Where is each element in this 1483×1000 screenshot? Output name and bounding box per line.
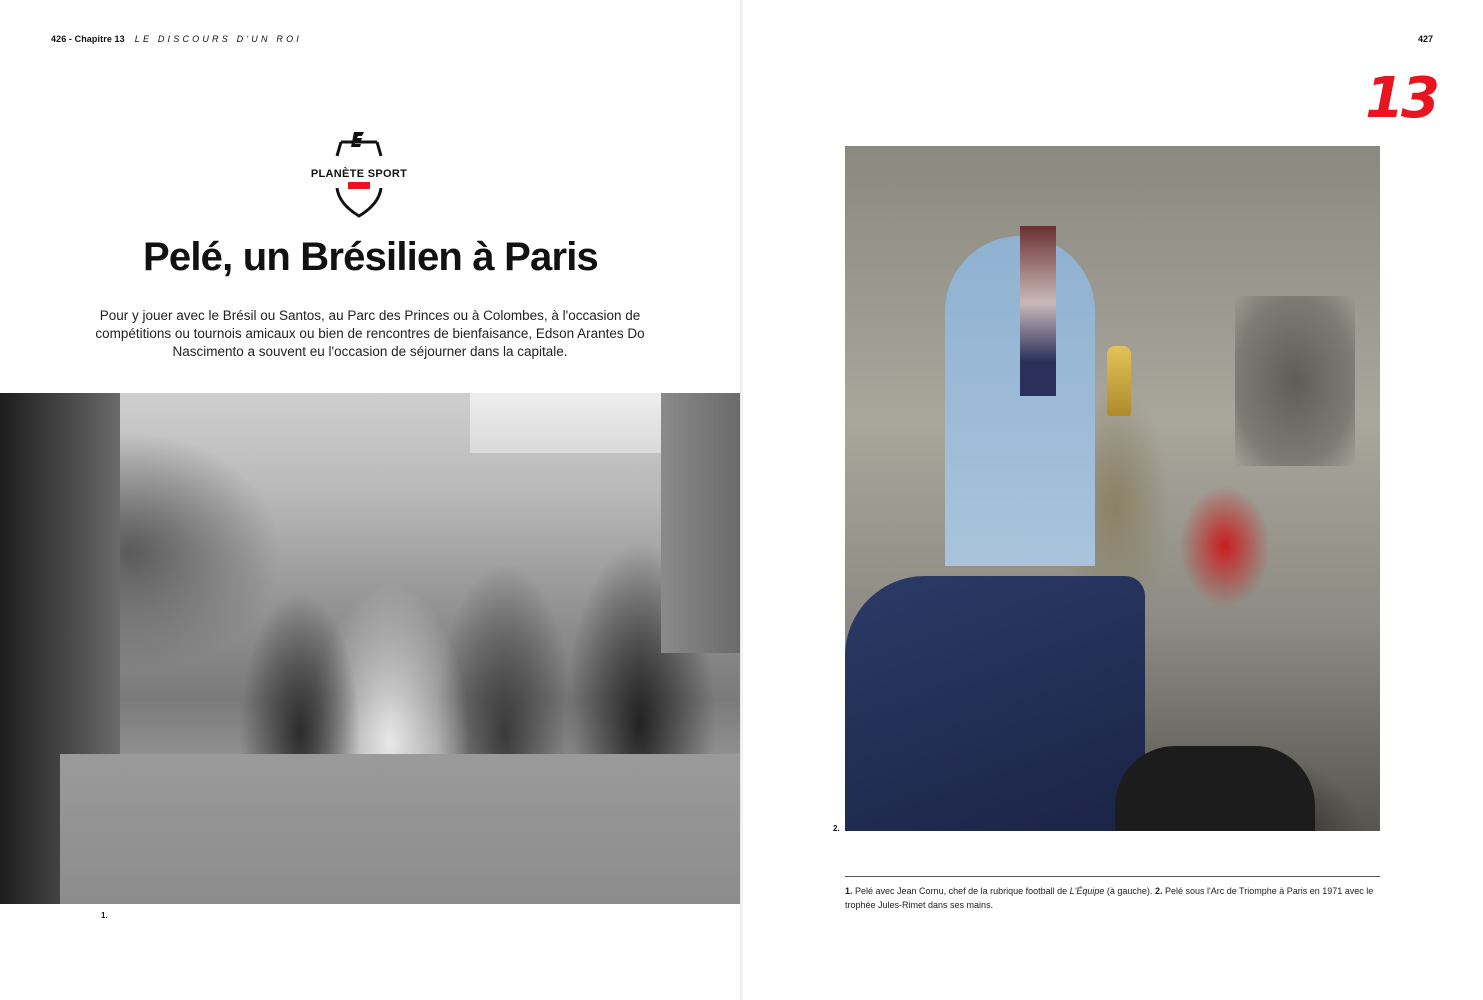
caption-number-2: 2. — [1154, 886, 1163, 896]
red-bar — [348, 182, 370, 189]
photo-pele-paris-street — [0, 393, 741, 904]
planete-sport-badge — [309, 130, 409, 222]
photo-relief-sculpture — [1235, 296, 1355, 466]
running-head-title: LE DISCOURS D'UN ROI — [134, 34, 302, 44]
photo-sky — [470, 393, 680, 453]
photo-dark-suit — [1115, 746, 1315, 831]
caption-text-1-italic: L'Équipe — [1069, 886, 1105, 896]
photo-pavement — [60, 754, 741, 904]
caption-text-1b: (à gauche). — [1104, 886, 1155, 896]
photo-caption — [845, 884, 1380, 912]
article-title: Pelé, un Brésilien à Paris — [143, 235, 598, 279]
running-head-page: 426 - Chapitre 13 — [51, 34, 125, 44]
caption-number-1: 1. — [845, 886, 853, 896]
photo-number-2: 2. — [833, 824, 840, 833]
running-head — [51, 34, 302, 44]
photo-flag — [1020, 226, 1056, 396]
badge-label: PLANÈTE SPORT — [310, 168, 408, 180]
caption-text-2: Pelé sous l'Arc de Triomphe à Paris en 1971 avec le trophée Jules-Rimet dans ses mains. — [845, 886, 1374, 910]
chapter-number: 13 — [1365, 66, 1437, 131]
caption-rule — [845, 876, 1380, 877]
photo-blue-suit — [845, 576, 1145, 831]
photo-number-1: 1. — [101, 911, 108, 920]
article-intro: Pour y jouer avec le Brésil ou Santos, au Parc des Princes ou à Colombes, à l'occasion de compétitions ou tournois amicaux ou bien de rencontres de bienfaisance, Edson Arantes Do Nascimento a souvent eu l'occasion de séjourner dans la capitale. — [95, 308, 645, 359]
page-number-right: 427 — [1417, 34, 1433, 44]
left-page — [0, 0, 741, 1000]
photo-pele-arc-de-triomphe — [845, 146, 1380, 831]
logo-e-icon — [351, 132, 364, 147]
photo-building-right — [661, 393, 741, 653]
caption-text-1a: Pelé avec Jean Cornu, chef de la rubrique football de — [852, 886, 1070, 896]
trophy-icon — [1107, 346, 1131, 416]
